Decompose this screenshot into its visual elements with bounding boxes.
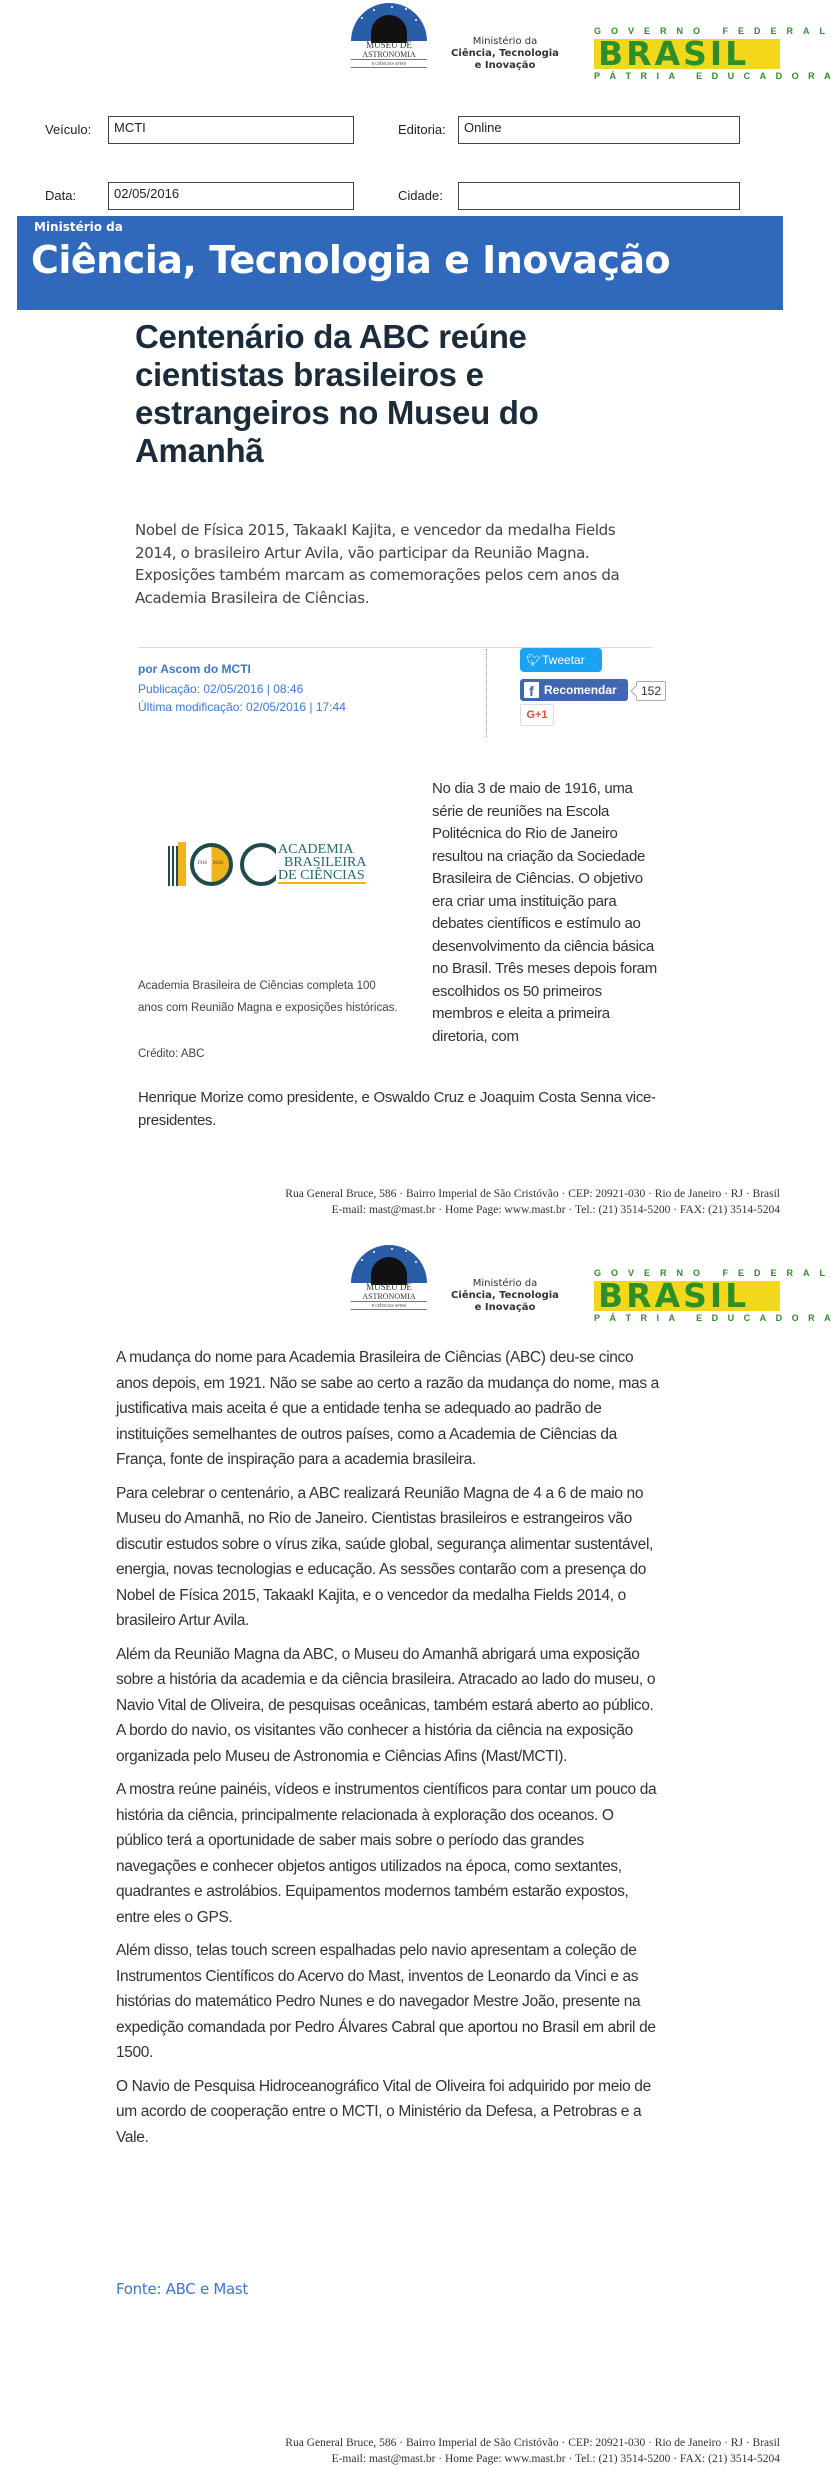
- governo-federal-logo: [594, 26, 840, 86]
- facebook-label: Recomendar: [544, 683, 617, 697]
- mcti-logo-line3: e Inovação: [474, 60, 536, 71]
- contact-line: E-mail: mast@mast.br · Home Page: www.mast.br · Tel.: (21) 3514-5200 · FAX: (21) 3514-5204: [331, 1204, 780, 1216]
- mcti-logo-line2: Ciência, Tecnologia: [451, 48, 559, 59]
- mcti-logo-line3: e Inovação: [474, 1302, 536, 1313]
- data-field[interactable]: 02/05/2016: [108, 182, 354, 210]
- mast-logo-line2: ASTRONOMIA: [351, 50, 427, 60]
- google-plus-button[interactable]: G+1: [520, 704, 554, 726]
- article-paragraph: O Navio de Pesquisa Hidroceanográfico Vital de Oliveira foi adquirido por meio de um acordo de cooperação entre o MCTI, o Ministério da Defesa, a Petrobras e a Vale.: [116, 2077, 651, 2146]
- article-body: [116, 1345, 660, 2158]
- mast-logo-line1: MUSEU DE: [366, 1282, 412, 1292]
- form-row-veiculo: [0, 116, 800, 148]
- mast-logo: [351, 3, 427, 75]
- publication-date: Publicação: 02/05/2016 | 08:46: [138, 682, 304, 696]
- banner-title: Ciência, Tecnologia e Inovação: [31, 238, 671, 282]
- logo-year-end: 2016: [213, 861, 223, 866]
- logo-line1: ACADEMIA: [278, 842, 354, 857]
- brasil-logo-top: GOVERNO FEDERAL: [594, 26, 836, 36]
- tweet-button[interactable]: [520, 648, 602, 672]
- tweet-label: Tweetar: [542, 653, 585, 667]
- contact-line: E-mail: mast@mast.br · Home Page: www.mast.br · Tel.: (21) 3514-5200 · FAX: (21) 3514-5204: [331, 2453, 780, 2465]
- image-caption: Academia Brasileira de Ciências completa 100 anos com Reunião Magna e exposições históricas.: [138, 980, 398, 1014]
- editoria-label: Editoria:: [398, 122, 446, 137]
- editoria-field[interactable]: Online: [458, 116, 740, 144]
- modified-date: Última modificação: 02/05/2016 | 17:44: [138, 700, 346, 714]
- brasil-logo-bottom: PÁTRIA EDUCADORA: [594, 71, 840, 81]
- brasil-logo-bottom: PÁTRIA EDUCADORA: [594, 1313, 840, 1323]
- article-paragraph: Para celebrar o centenário, a ABC realizará Reunião Magna de 4 a 6 de maio no Museu do Amanhã, no Rio de Janeiro. Cientistas brasileiros e estrangeiros vão discutir estudos sobre o vírus zika, saúde global, segurança alimentar sustentável, energia, novas tecnologias e educação. As sessões contarão com a presença do Nobel de Física 2015, TakaakI Kajita, e o vencedor da medalha Fields 2014, o brasileiro Artur Avila.: [116, 1484, 654, 1629]
- clipping-page-1: [0, 0, 840, 1240]
- article-lead: Nobel de Física 2015, TakaakI Kajita, e vencedor da medalha Fields 2014, o brasileiro Artur Avila, vão participar da Reunião Magna. Exposições também marcam as comemorações pelos cem anos da Academia Brasileira de Ciências.: [135, 521, 620, 607]
- mcti-logo-line2: Ciência, Tecnologia: [451, 1290, 559, 1301]
- veiculo-field[interactable]: MCTI: [108, 116, 354, 144]
- logo-year-start: 1916: [197, 861, 207, 866]
- cidade-field[interactable]: [458, 182, 740, 210]
- veiculo-label: Veículo:: [45, 122, 92, 137]
- brasil-logo-main: BRASIL: [598, 34, 750, 73]
- mast-logo: [351, 1245, 427, 1317]
- header-logos: [0, 0, 840, 81]
- mast-logo-line3: E CIÊNCIAS AFINS: [351, 1302, 427, 1310]
- facebook-count: 152: [636, 681, 666, 701]
- observatory-dome-icon: [351, 1245, 427, 1283]
- cidade-label: Cidade:: [398, 188, 443, 203]
- twitter-bird-icon: 🐦︎: [526, 653, 542, 667]
- article-paragraph: Além disso, telas touch screen espalhadas pelo navio apresentam a coleção de Instrumentos Científicos do Acervo do Mast, inventos de Leonardo da Vinci e as histórias do matemático Pedro Nunes e do navegador Mestre João, presente na expedição comandada por Pedro Álvares Cabral que aportou no Brasil em abril de 1500.: [116, 1942, 656, 2061]
- article-body-column: No dia 3 de maio de 1916, uma série de reuniões na Escola Politécnica do Rio de Janeiro resultou na criação da Sociedade Brasileira de Ciências. O objetivo era criar uma instituição para debates científicos e estímulo ao desenvolvimento da ciência básica no Brasil. Três meses depois foram escolhidos os 50 primeiros membros e eleita a primeira diretoria, com: [432, 780, 657, 1045]
- footer-address: [150, 1186, 780, 1218]
- banner-subtitle: Ministério da: [34, 220, 123, 234]
- governo-federal-logo: [594, 1268, 840, 1328]
- article-headline: Centenário da ABC reúne cientistas brasileiros e estrangeiros no Museu do Amanhã: [135, 318, 539, 469]
- ministry-banner: [17, 216, 783, 310]
- divider: [486, 649, 487, 737]
- facebook-recommend-button[interactable]: [520, 679, 628, 701]
- facebook-icon: f: [524, 682, 539, 698]
- abc-centenary-logo: [168, 842, 368, 888]
- logo-line2: BRASILEIRA: [284, 855, 367, 870]
- image-credit: Crédito: ABC: [138, 1048, 205, 1060]
- article-paragraph: A mostra reúne painéis, vídeos e instrumentos científicos para contar um pouco da história da ciência, principalmente relacionada à exploração dos oceanos. O público terá a oportunidade de saber mais sobre o período das grandes navegações e conhecer objetos antigos utilizados na época, como sextantes, quadrantes e astrolábios. Equipamentos modernos também estarão expostos, entre eles o GPS.: [116, 1781, 657, 1926]
- mcti-logo-line1: Ministério da: [472, 1278, 538, 1289]
- footer-address: [150, 2435, 780, 2467]
- article-paragraph: A mudança do nome para Academia Brasileira de Ciências (ABC) deu-se cinco anos depois, em 1921. Não se sabe ao certo a razão da mudança do nome, mas a justificativa mais aceita é que a entidade tenha se adequado ao padrão de instituições semelhantes de outros países, como a Academia de Ciências da França, fonte de inspiração para a academia brasileira.: [116, 1349, 659, 1468]
- address-line: Rua General Bruce, 586 · Bairro Imperial de São Cristóvão · CEP: 20921-030 · Rio de Janeiro · RJ · Brasil: [285, 1188, 780, 1200]
- observatory-dome-icon: [351, 3, 427, 41]
- article-body-continued: Henrique Morize como presidente, e Oswaldo Cruz e Joaquim Costa Senna vice-presidentes.: [138, 1089, 656, 1129]
- article-paragraph: Além da Reunião Magna da ABC, o Museu do Amanhã abrigará uma exposição sobre a história da academia e da ciência brasileira. Atracado ao lado do museu, o Navio Vital de Oliveira, de pesquisas oceânicas, também estará aberto ao público. A bordo do navio, os visitantes vão conhecer a história da ciência na exposição organizada pelo Museu de Astronomia e Ciências Afins (Mast/MCTI).: [116, 1645, 656, 1765]
- mcti-logo: [440, 1278, 570, 1314]
- address-line: Rua General Bruce, 586 · Bairro Imperial de São Cristóvão · CEP: 20921-030 · Rio de Janeiro · RJ · Brasil: [285, 2437, 780, 2449]
- clipping-page-2: [0, 1240, 840, 2485]
- data-label: Data:: [45, 188, 77, 203]
- form-row-data: [0, 182, 800, 214]
- header-logos: [0, 1242, 840, 1323]
- mcti-logo: [440, 36, 570, 72]
- article-author[interactable]: por Ascom do MCTI: [138, 662, 251, 676]
- mast-logo-line1: MUSEU DE: [366, 40, 412, 50]
- mast-logo-line3: E CIÊNCIAS AFINS: [351, 60, 427, 68]
- brasil-logo-main: BRASIL: [598, 1276, 750, 1315]
- article-meta: [138, 660, 478, 716]
- brasil-logo-top: GOVERNO FEDERAL: [594, 1268, 836, 1278]
- logo-line3: DE CIÊNCIAS: [278, 868, 365, 883]
- mast-logo-line2: ASTRONOMIA: [351, 1292, 427, 1302]
- mcti-logo-line1: Ministério da: [472, 36, 538, 47]
- source-link[interactable]: Fonte: ABC e Mast: [116, 2280, 248, 2298]
